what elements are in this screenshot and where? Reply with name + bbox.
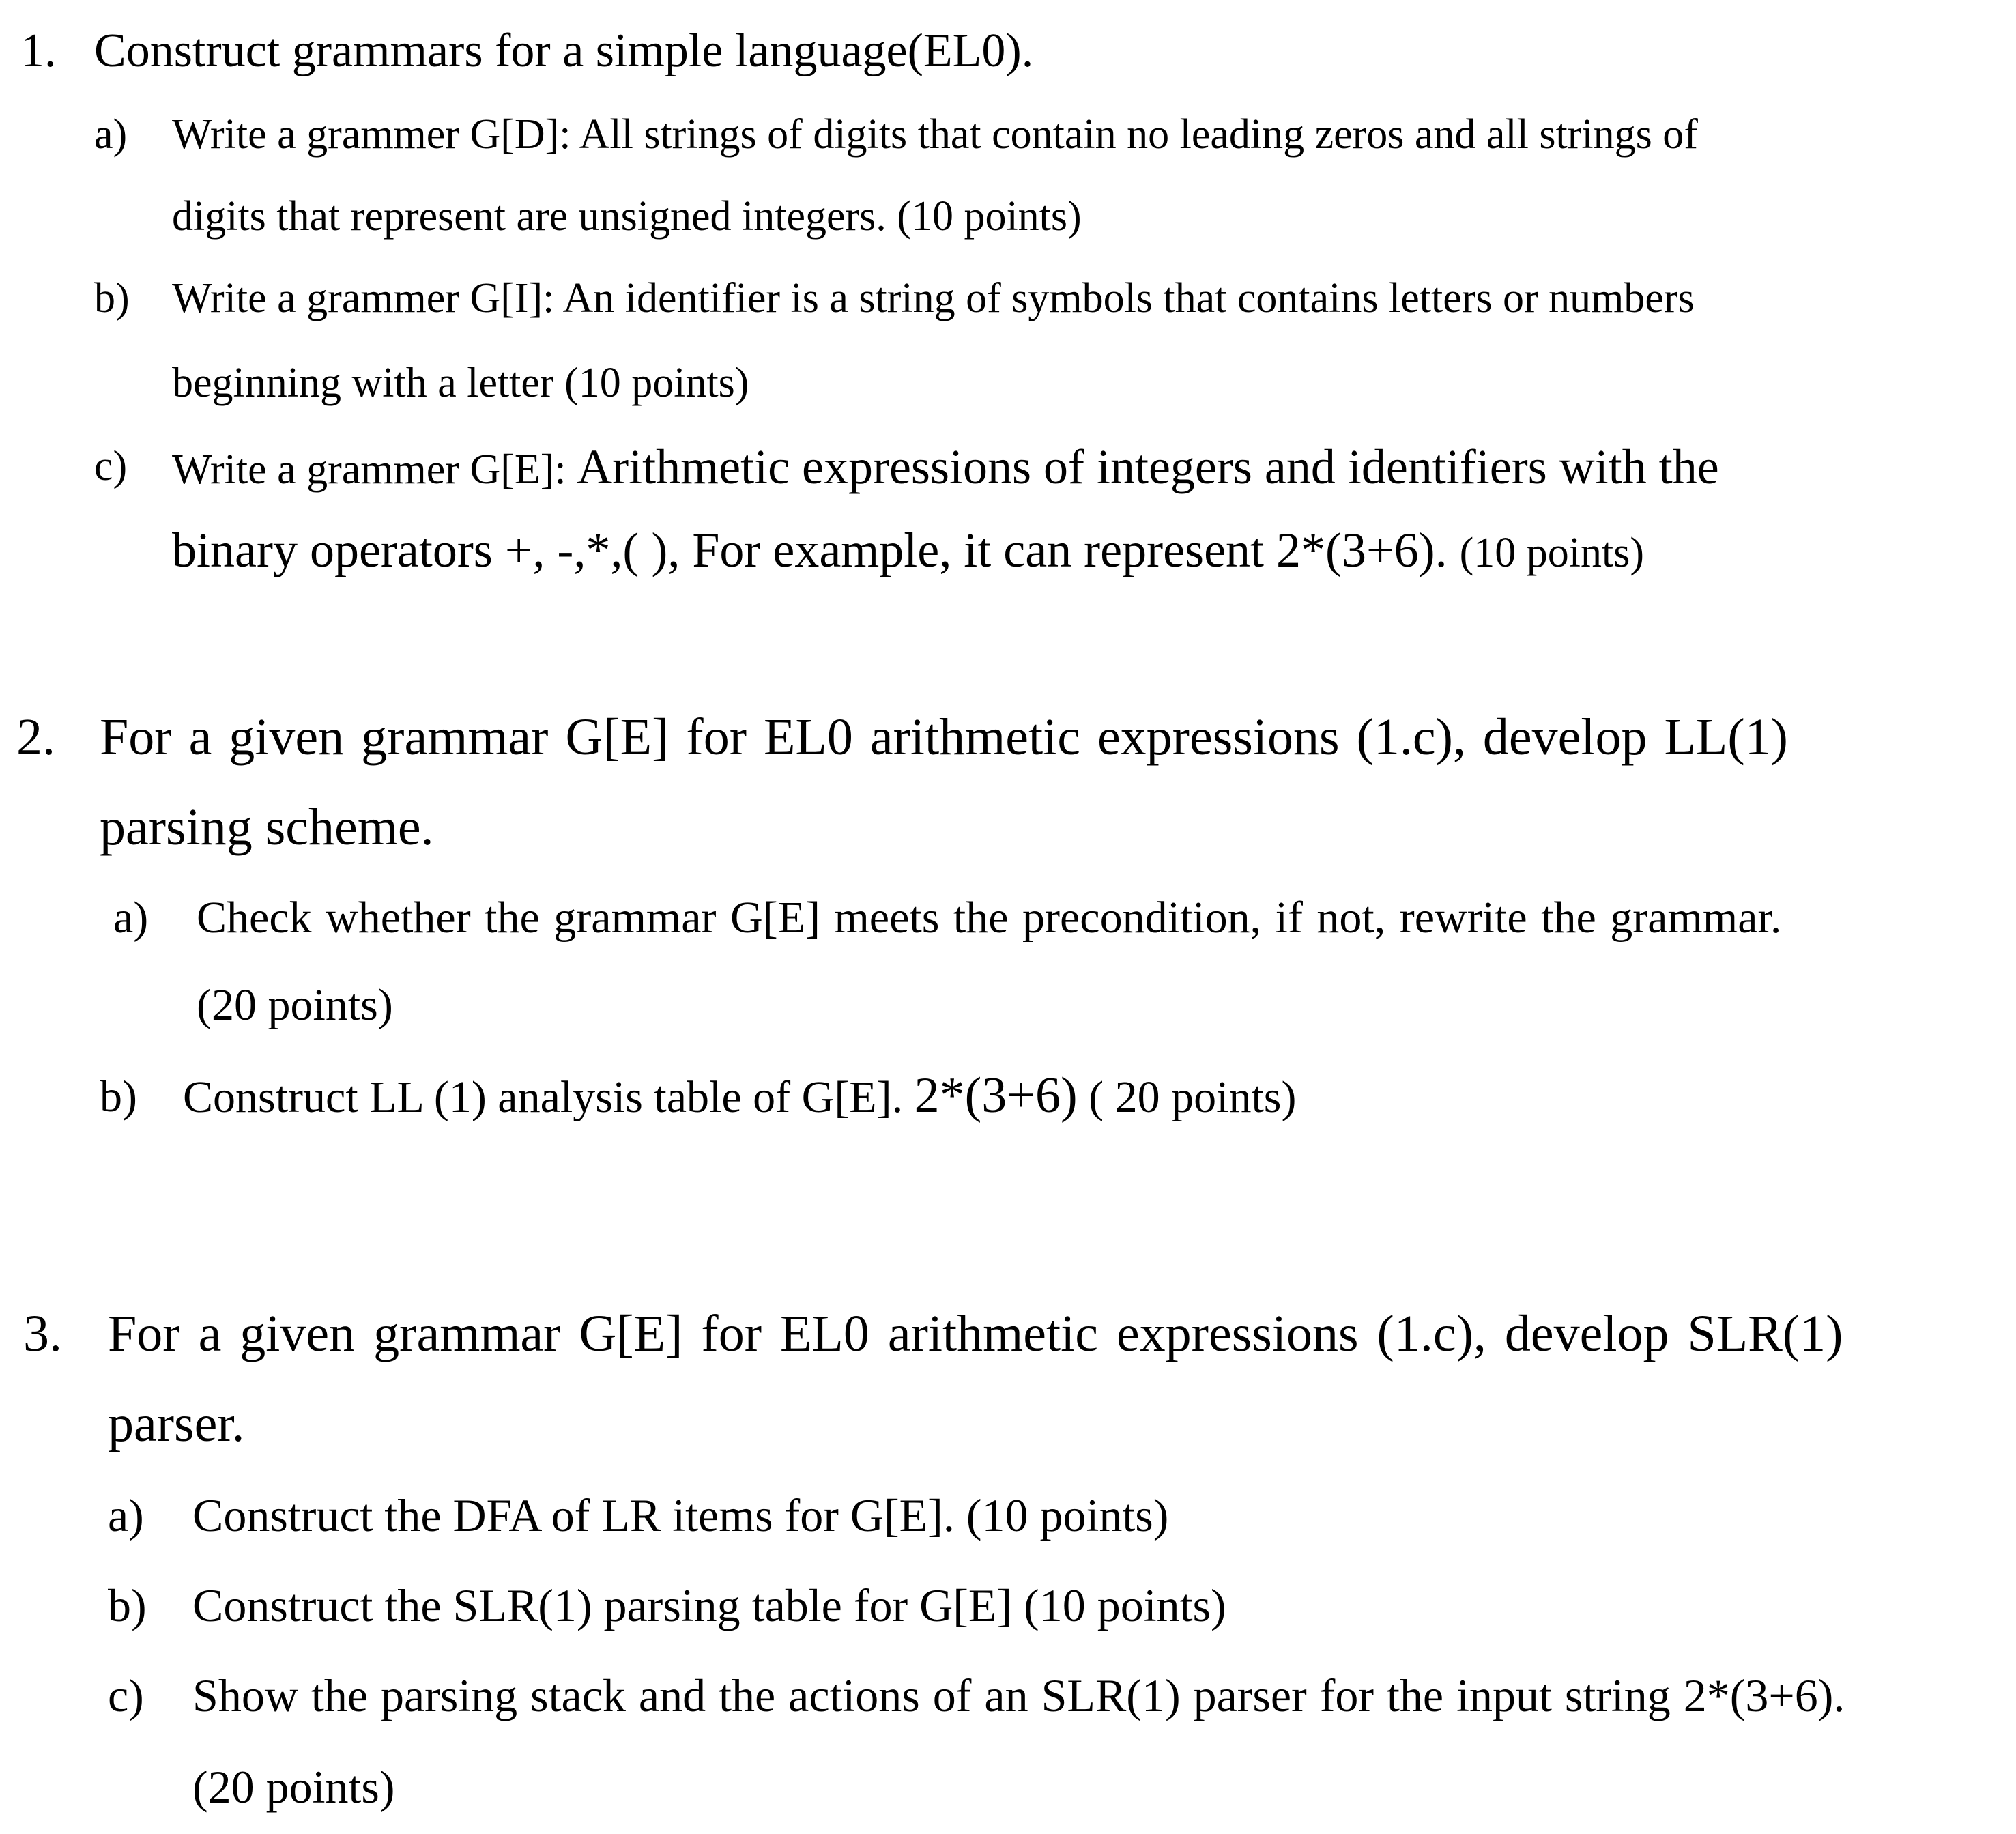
question-1a-line1: Write a grammer G[D]: All strings of digits that contain no leading zeros and all strings of (172, 111, 1698, 158)
question-1c-line1 (172, 440, 1719, 494)
question-1c-line2-b: (10 points) (1459, 530, 1644, 576)
question-1c-letter: c) (94, 443, 128, 489)
question-1b-letter: b) (94, 275, 130, 321)
question-2b-line1-c: ( 20 points) (1077, 1072, 1297, 1122)
question-3c-line2: (20 points) (192, 1761, 395, 1813)
question-1b-line2: beginning with a letter (10 points) (172, 360, 749, 406)
question-2-title-line2: parsing scheme. (100, 799, 434, 856)
question-1b-line1: Write a grammer G[I]: An identifier is a string of symbols that contains letters or numbers (172, 275, 1695, 321)
question-2a-letter: a) (113, 893, 149, 943)
question-2a-line1: Check whether the grammar G[E] meets the precondition, if not, rewrite the grammar. (197, 893, 1782, 943)
question-1c-line1-b: Arithmetic expressions of integers and identifiers with the (577, 440, 1719, 494)
question-3-number: 3. (23, 1305, 62, 1362)
question-3b-letter: b) (108, 1579, 147, 1631)
question-2b-line1-b: 2*(3+6) (914, 1068, 1078, 1123)
question-1c-line2-a: binary operators +, -,*,( ), For example, it can represent 2*(3+6). (172, 523, 1460, 577)
question-3b-line1: Construct the SLR(1) parsing table for G[E] (10 points) (192, 1579, 1226, 1631)
question-2b-line1 (183, 1070, 1296, 1121)
question-2-number: 2. (16, 708, 55, 766)
question-3a-letter: a) (108, 1489, 144, 1541)
question-3c-line1: Show the parsing stack and the actions of an SLR(1) parser for the input string 2*(3+6). (192, 1670, 1845, 1721)
question-3-title-line2: parser. (108, 1395, 245, 1452)
question-3c-letter: c) (108, 1670, 144, 1721)
question-2a-line2: (20 points) (197, 980, 393, 1030)
question-2b-line1-a: Construct LL (1) analysis table of G[E]. (183, 1072, 915, 1122)
question-1c-line1-a: Write a grammer G[E]: (172, 446, 577, 493)
question-2b-letter: b) (100, 1072, 137, 1121)
question-1a-line2: digits that represent are unsigned integers. (10 points) (172, 193, 1082, 240)
question-2-title-line1: For a given grammar G[E] for EL0 arithmetic expressions (1.c), develop LL(1) (100, 708, 1788, 766)
question-1-title: Construct grammars for a simple language(EL0). (94, 25, 1034, 77)
question-1a-letter: a) (94, 111, 128, 158)
question-1c-line2 (172, 523, 1644, 577)
question-1-number: 1. (20, 25, 57, 77)
question-3-title-line1: For a given grammar G[E] for EL0 arithmetic expressions (1.c), develop SLR(1) (108, 1305, 1843, 1362)
question-3a-line1: Construct the DFA of LR items for G[E]. (10 points) (192, 1489, 1169, 1541)
